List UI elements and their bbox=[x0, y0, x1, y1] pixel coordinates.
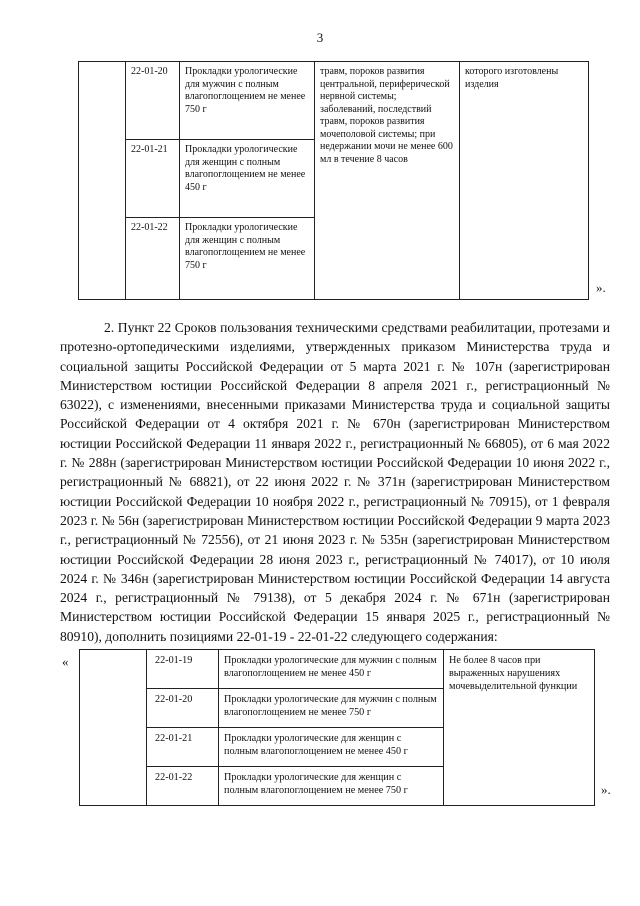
table-cell-name: Прокладки урологические для мужчин с полным влагопоглощением не менее 750 г bbox=[219, 689, 444, 728]
table-cell-code: 22-01-22 bbox=[126, 218, 180, 300]
table-cell-code: 22-01-20 bbox=[126, 62, 180, 140]
table-cell-name: Прокладки урологические для мужчин с полным влагопоглощением не менее 750 г bbox=[180, 62, 315, 140]
table-cell-note: которого изготовлены изделия bbox=[460, 62, 589, 300]
page-number: 3 bbox=[316, 30, 324, 45]
table-new-positions bbox=[79, 649, 595, 806]
closing-quote: ». bbox=[596, 280, 606, 295]
table-cell-code: 22-01-21 bbox=[126, 140, 180, 218]
table-cell-name: Прокладки урологические для мужчин с полным влагопоглощением не менее 450 г bbox=[219, 650, 444, 689]
table-continuation bbox=[78, 61, 589, 300]
table-cell-code: 22-01-20 bbox=[147, 689, 219, 728]
table-cell-note: Не более 8 часов при выраженных нарушениях мочевыделительной функции bbox=[444, 650, 595, 806]
amendment-paragraph: 2. Пункт 22 Сроков пользования техническими средствами реабилитации, протезами и протезно-ортопедическими изделиями, утвержденных приказом Министерства труда и социальной защиты Российской Федерации от 5 марта 2021 г. № 107н (зарегистрирован Министерством юстиции Российской Федерации 8 апреля 2021 г., регистрационный № 63022), с изменениями, внесенными приказами Министерства труда и социальной защиты Российской Федерации от 4 октября 2021 г. № 670н (зарегистрирован Министерством юстиции Российской Федерации 11 января 2022 г., регистрационный № 66805), от 6 мая 2022 г. № 288н (зарегистрирован Министерством юстиции Российской Федерации 10 июня 2022 г., регистрационный № 68821), от 22 июня 2022 г. № 371н (зарегистрирован Министерством юстиции Российской Федерации 10 ноября 2022 г., регистрационный № 70915), от 1 февраля 2023 г. № 56н (зарегистрирован Министерством юстиции Российской Федерации 9 марта 2023 г., регистрационный № 72556), от 21 июня 2023 г. № 535н (зарегистрирован Министерством юстиции Российской Федерации 28 июня 2023 г., регистрационный № 74017), от 10 июля 2024 г. № 346н (зарегистрирован Министерством юстиции Российской Федерации 14 августа 2024 г., регистрационный № 79138), от 5 декабря 2024 г. № 671н (зарегистрирован Министерством юстиции Российской Федерации 15 января 2025 г., регистрационный № 80910), дополнить позициями 22-01-19 - 22-01-22 следующего содержания: bbox=[60, 320, 610, 644]
opening-quote: « bbox=[62, 654, 69, 669]
table-cell-empty bbox=[79, 62, 126, 300]
table-cell-code: 22-01-21 bbox=[147, 728, 219, 767]
table-cell-name: Прокладки урологические для женщин с полным влагопоглощением не менее 750 г bbox=[180, 218, 315, 300]
table-cell-code: 22-01-22 bbox=[147, 767, 219, 806]
table-cell-name: Прокладки урологические для женщин с полным влагопоглощением не менее 750 г bbox=[219, 767, 444, 806]
table-cell-empty bbox=[80, 650, 147, 806]
table-cell-code: 22-01-19 bbox=[147, 650, 219, 689]
table-cell-indications: травм, пороков развития центральной, периферической нервной системы; заболеваний, последствий травм, пороков развития мочеполовой системы; при недержании мочи не менее 600 мл в течение 8 часов bbox=[315, 62, 460, 300]
table-cell-name: Прокладки урологические для женщин с полным влагопоглощением не менее 450 г bbox=[180, 140, 315, 218]
table-cell-name: Прокладки урологические для женщин с полным влагопоглощением не менее 450 г bbox=[219, 728, 444, 767]
closing-quote: ». bbox=[601, 782, 611, 797]
